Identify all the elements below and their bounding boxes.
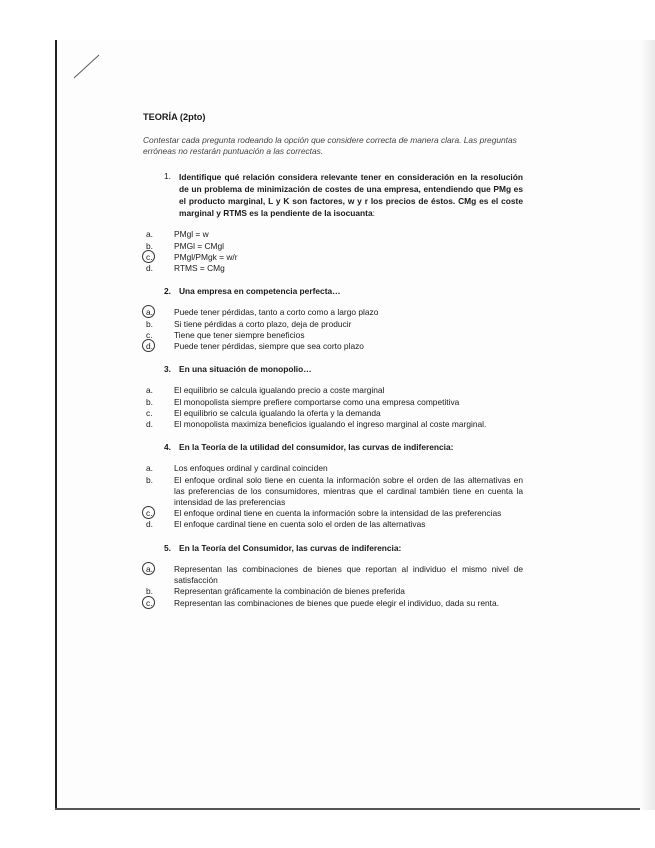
option-q4-a[interactable] xyxy=(143,463,523,474)
option-q4-d[interactable] xyxy=(143,519,523,530)
option-text: El enfoque ordinal tiene en cuenta la información sobre la intensidad de las preferencias xyxy=(174,508,502,519)
option-letter: b. xyxy=(146,474,153,485)
question-text: Identifique qué relación considera relevante tener en consideración en la resolución de un problema de minimización de costes de una empresa, entendiendo que PMg es el producto marginal, L y K son factores, w y r los precios de éstos. CMg es el coste marginal y RTMS es la pendiente de la isocuanta xyxy=(179,171,523,219)
option-text: Representan las combinaciones de bienes que puede elegir el individuo, dada su renta. xyxy=(174,597,499,608)
option-q4-b[interactable] xyxy=(143,475,523,509)
option-text: Puede tener pérdidas, siempre que sea corto plazo xyxy=(174,341,364,352)
option-text: El enfoque cardinal tiene en cuenta solo el orden de las alternativas xyxy=(174,519,426,530)
option-q1-c[interactable] xyxy=(143,252,523,263)
option-q5-b[interactable] xyxy=(143,586,523,597)
option-letter: d. xyxy=(146,341,153,352)
question-text: En una situación de monopolio… xyxy=(179,364,312,375)
option-letter: d. xyxy=(146,419,153,430)
answer-circle-mark xyxy=(142,506,155,519)
option-letter: c. xyxy=(146,508,153,519)
option-letter: b. xyxy=(146,318,153,329)
option-letter: d. xyxy=(146,263,153,274)
options-q3 xyxy=(143,385,523,430)
option-text: El monopolista maximiza beneficios igualando el ingreso marginal al coste marginal. xyxy=(174,419,487,430)
option-text: El equilibrio se calcula igualando precio a coste marginal xyxy=(174,385,385,396)
question-text: En la Teoría de la utilidad del consumidor, las curvas de indiferencia: xyxy=(179,442,454,453)
option-q2-a[interactable] xyxy=(143,307,523,318)
option-q3-a[interactable] xyxy=(143,385,523,396)
question-text: Una empresa en competencia perfecta… xyxy=(179,286,341,297)
option-letter: a. xyxy=(146,385,153,396)
question-2 xyxy=(143,286,523,297)
answer-circle-mark xyxy=(142,596,155,609)
options-q2 xyxy=(143,307,523,352)
options-q1 xyxy=(143,229,523,274)
option-letter: c. xyxy=(146,407,153,418)
question-number: 3. xyxy=(164,364,171,375)
question-1 xyxy=(143,171,523,220)
question-5 xyxy=(143,543,523,554)
option-text: Si tiene pérdidas a corto plazo, deja de producir xyxy=(174,318,352,329)
option-letter: d. xyxy=(146,519,153,530)
question-number: 4. xyxy=(164,442,171,453)
option-text: Los enfoques ordinal y cardinal coinciden xyxy=(174,463,328,474)
option-letter: b. xyxy=(146,586,153,597)
option-q3-d[interactable] xyxy=(143,419,523,430)
answer-circle-mark xyxy=(142,250,155,263)
option-letter: c. xyxy=(146,251,153,262)
option-letter: c. xyxy=(146,597,153,608)
question-text-tail: : xyxy=(372,208,375,219)
option-q3-b[interactable] xyxy=(143,397,523,408)
option-text: Representan las combinaciones de bienes que reportan al individuo el mismo nivel de satisfacción xyxy=(174,563,523,586)
option-text: Tiene que tener siempre beneficios xyxy=(174,329,305,340)
instructions: Contestar cada pregunta rodeando la opción que considere correcta de manera clara. Las preguntas erróneas no restarán puntuación a las correctas. xyxy=(143,135,517,157)
question-text: En la Teoría del Consumidor, las curvas de indiferencia: xyxy=(179,542,402,553)
option-letter: a. xyxy=(146,229,153,240)
option-letter: a. xyxy=(146,307,153,318)
option-text: El monopolista siempre prefiere comportarse como una empresa competitiva xyxy=(174,396,460,407)
pen-stroke-mark xyxy=(72,52,102,80)
option-q2-b[interactable] xyxy=(143,319,523,330)
option-q1-b[interactable] xyxy=(143,241,523,252)
option-letter: c. xyxy=(146,329,153,340)
question-4 xyxy=(143,442,523,453)
section-title: TEORÍA (2pto) xyxy=(143,112,206,122)
options-q4 xyxy=(143,463,523,530)
question-number: 2. xyxy=(164,286,171,297)
option-q2-c[interactable] xyxy=(143,330,523,341)
option-text: PMgl = w xyxy=(174,229,209,240)
paper-left-edge xyxy=(55,40,57,810)
option-text: PMgl/PMgk = w/r xyxy=(174,251,238,262)
option-q4-c[interactable] xyxy=(143,508,523,519)
paper-bottom-edge xyxy=(55,808,655,810)
option-letter: b. xyxy=(146,240,153,251)
option-text: El enfoque ordinal solo tiene en cuenta la información sobre el orden de las alternativas en las preferencias de los consumidores, mientras que el cardinal también tiene en cuenta la intensidad de las preferencias xyxy=(174,474,523,508)
option-text: RTMS = CMg xyxy=(174,263,225,274)
option-text: Puede tener pérdidas, tanto a corto como a largo plazo xyxy=(174,307,379,318)
answer-circle-mark xyxy=(142,305,155,318)
option-text: Representan gráficamente la combinación de bienes preferida xyxy=(174,586,405,597)
option-q5-a[interactable] xyxy=(143,564,523,586)
options-q5 xyxy=(143,564,523,609)
option-text: El equilibrio se calcula igualando la oferta y la demanda xyxy=(174,407,381,418)
question-number: 5. xyxy=(164,542,171,553)
question-number: 1. xyxy=(164,170,171,181)
option-q3-c[interactable] xyxy=(143,408,523,419)
option-letter: b. xyxy=(146,396,153,407)
option-q2-d[interactable] xyxy=(143,341,523,352)
option-letter: a. xyxy=(146,563,153,574)
answer-circle-mark xyxy=(142,339,155,352)
option-text: PMGl = CMgl xyxy=(174,240,225,251)
question-3 xyxy=(143,364,523,375)
option-q5-c[interactable] xyxy=(143,598,523,609)
option-q1-a[interactable] xyxy=(143,229,523,240)
answer-circle-mark xyxy=(142,562,155,575)
exam-content xyxy=(143,112,523,621)
paper-right-shadow xyxy=(640,40,655,810)
option-q1-d[interactable] xyxy=(143,263,523,274)
option-letter: a. xyxy=(146,463,153,474)
